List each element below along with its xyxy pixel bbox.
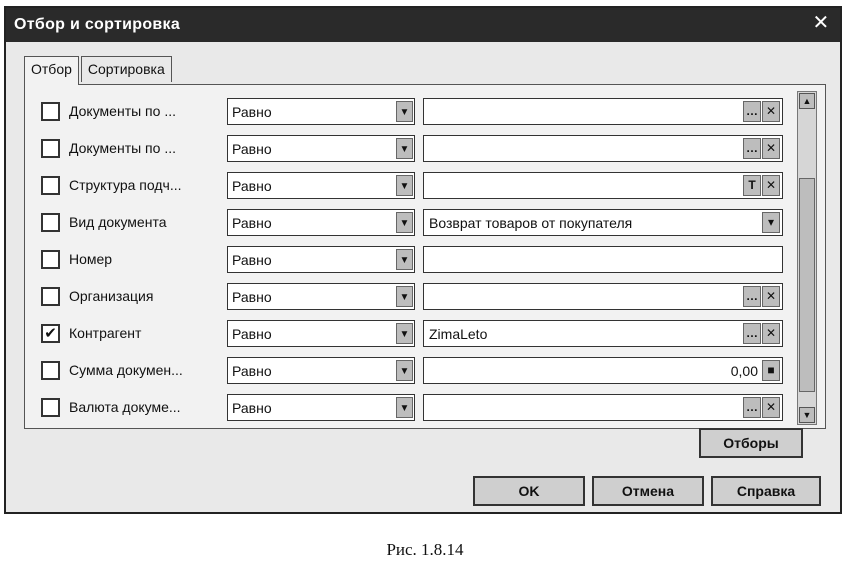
filter-label: Вид документа <box>69 214 167 230</box>
condition-select[interactable] <box>227 320 415 347</box>
tab-sort[interactable]: Сортировка <box>81 56 172 82</box>
condition-value: Равно <box>232 215 272 231</box>
filters-button[interactable]: Отборы <box>699 428 803 458</box>
filter-value-field[interactable] <box>423 209 783 236</box>
condition-select[interactable] <box>227 283 415 310</box>
filter-value-field[interactable] <box>423 98 783 125</box>
filter-label: Организация <box>69 288 154 304</box>
filter-checkbox[interactable] <box>41 102 60 121</box>
clear-icon[interactable]: ✕ <box>762 138 780 159</box>
condition-select[interactable] <box>227 172 415 199</box>
cancel-button[interactable]: Отмена <box>592 476 704 506</box>
filter-row <box>35 245 805 273</box>
filter-value-field[interactable] <box>423 135 783 162</box>
help-button[interactable]: Справка <box>711 476 821 506</box>
tab-filter[interactable]: Отбор <box>24 56 79 85</box>
clear-icon[interactable]: ✕ <box>762 286 780 307</box>
filter-value-field[interactable] <box>423 394 783 421</box>
filter-value-field[interactable] <box>423 246 783 273</box>
filter-checkbox[interactable] <box>41 176 60 195</box>
filter-label: Документы по ... <box>69 103 176 119</box>
condition-value: Равно <box>232 289 272 305</box>
filter-checkbox[interactable] <box>41 398 60 417</box>
filter-label: Документы по ... <box>69 140 176 156</box>
chevron-down-icon[interactable]: ▼ <box>396 212 413 233</box>
filter-row <box>35 171 805 199</box>
select-icon[interactable]: … <box>743 397 761 418</box>
chevron-down-icon[interactable]: ▼ <box>396 360 413 381</box>
filter-checkbox[interactable] <box>41 213 60 232</box>
tab-strip <box>24 56 174 84</box>
filter-value-field[interactable] <box>423 357 783 384</box>
filter-checkbox[interactable] <box>41 139 60 158</box>
calculator-icon[interactable]: ■ <box>762 360 780 381</box>
filter-value: 0,00 <box>730 363 758 379</box>
chevron-down-icon[interactable]: ▼ <box>396 249 413 270</box>
condition-select[interactable] <box>227 135 415 162</box>
condition-select[interactable] <box>227 209 415 236</box>
filter-sort-dialog <box>4 6 842 514</box>
select-icon[interactable]: … <box>743 138 761 159</box>
filter-label: Контрагент <box>69 325 142 341</box>
chevron-down-icon[interactable]: ▼ <box>396 101 413 122</box>
filter-checkbox[interactable] <box>41 361 60 380</box>
ok-button[interactable]: OK <box>473 476 585 506</box>
chevron-down-icon[interactable]: ▼ <box>396 397 413 418</box>
condition-value: Равно <box>232 104 272 120</box>
window-title: Отбор и сортировка <box>14 16 181 33</box>
figure-caption: Рис. 1.8.14 <box>386 540 464 559</box>
filter-panel <box>24 84 826 429</box>
filter-row <box>35 282 805 310</box>
select-icon[interactable]: … <box>743 286 761 307</box>
filter-row <box>35 134 805 162</box>
clear-icon[interactable]: ✕ <box>762 101 780 122</box>
chevron-down-icon[interactable]: ▼ <box>396 138 413 159</box>
scroll-up-icon[interactable]: ▲ <box>799 93 815 109</box>
scrollbar[interactable] <box>797 91 817 425</box>
filter-value: ZimaLeto <box>429 326 488 342</box>
filter-checkbox[interactable] <box>41 287 60 306</box>
clear-icon[interactable]: ✕ <box>762 397 780 418</box>
filter-row <box>35 97 805 125</box>
filter-value: Возврат товаров от покупателя <box>429 215 633 231</box>
chevron-down-icon[interactable]: ▼ <box>396 286 413 307</box>
filter-checkbox[interactable]: ✔ <box>41 324 60 343</box>
condition-select[interactable] <box>227 246 415 273</box>
condition-value: Равно <box>232 363 272 379</box>
scroll-down-icon[interactable]: ▼ <box>799 407 815 423</box>
filter-row <box>35 356 805 384</box>
condition-value: Равно <box>232 400 272 416</box>
title-bar <box>6 8 840 42</box>
chevron-down-icon[interactable]: ▼ <box>396 323 413 344</box>
filter-checkbox[interactable] <box>41 250 60 269</box>
condition-select[interactable] <box>227 98 415 125</box>
filter-row <box>35 393 805 421</box>
filter-label: Номер <box>69 251 113 267</box>
chevron-down-icon[interactable]: ▾ <box>762 212 780 233</box>
clear-icon[interactable]: ✕ <box>762 175 780 196</box>
filter-label: Сумма докумен... <box>69 362 183 378</box>
clear-icon[interactable]: ✕ <box>762 323 780 344</box>
filter-value-field[interactable] <box>423 283 783 310</box>
condition-value: Равно <box>232 178 272 194</box>
condition-value: Равно <box>232 326 272 342</box>
filter-row <box>35 319 805 347</box>
close-icon[interactable]: ✕ <box>812 12 830 34</box>
condition-value: Равно <box>232 141 272 157</box>
filter-value-field[interactable] <box>423 172 783 199</box>
filter-label: Структура подч... <box>69 177 182 193</box>
filter-value-field[interactable] <box>423 320 783 347</box>
select-icon[interactable]: … <box>743 323 761 344</box>
filter-row <box>35 208 805 236</box>
condition-select[interactable] <box>227 394 415 421</box>
select-icon[interactable]: … <box>743 101 761 122</box>
condition-value: Равно <box>232 252 272 268</box>
condition-select[interactable] <box>227 357 415 384</box>
scroll-thumb[interactable] <box>799 178 815 392</box>
type-icon[interactable]: T <box>743 175 761 196</box>
chevron-down-icon[interactable]: ▼ <box>396 175 413 196</box>
filter-label: Валюта докуме... <box>69 399 181 415</box>
